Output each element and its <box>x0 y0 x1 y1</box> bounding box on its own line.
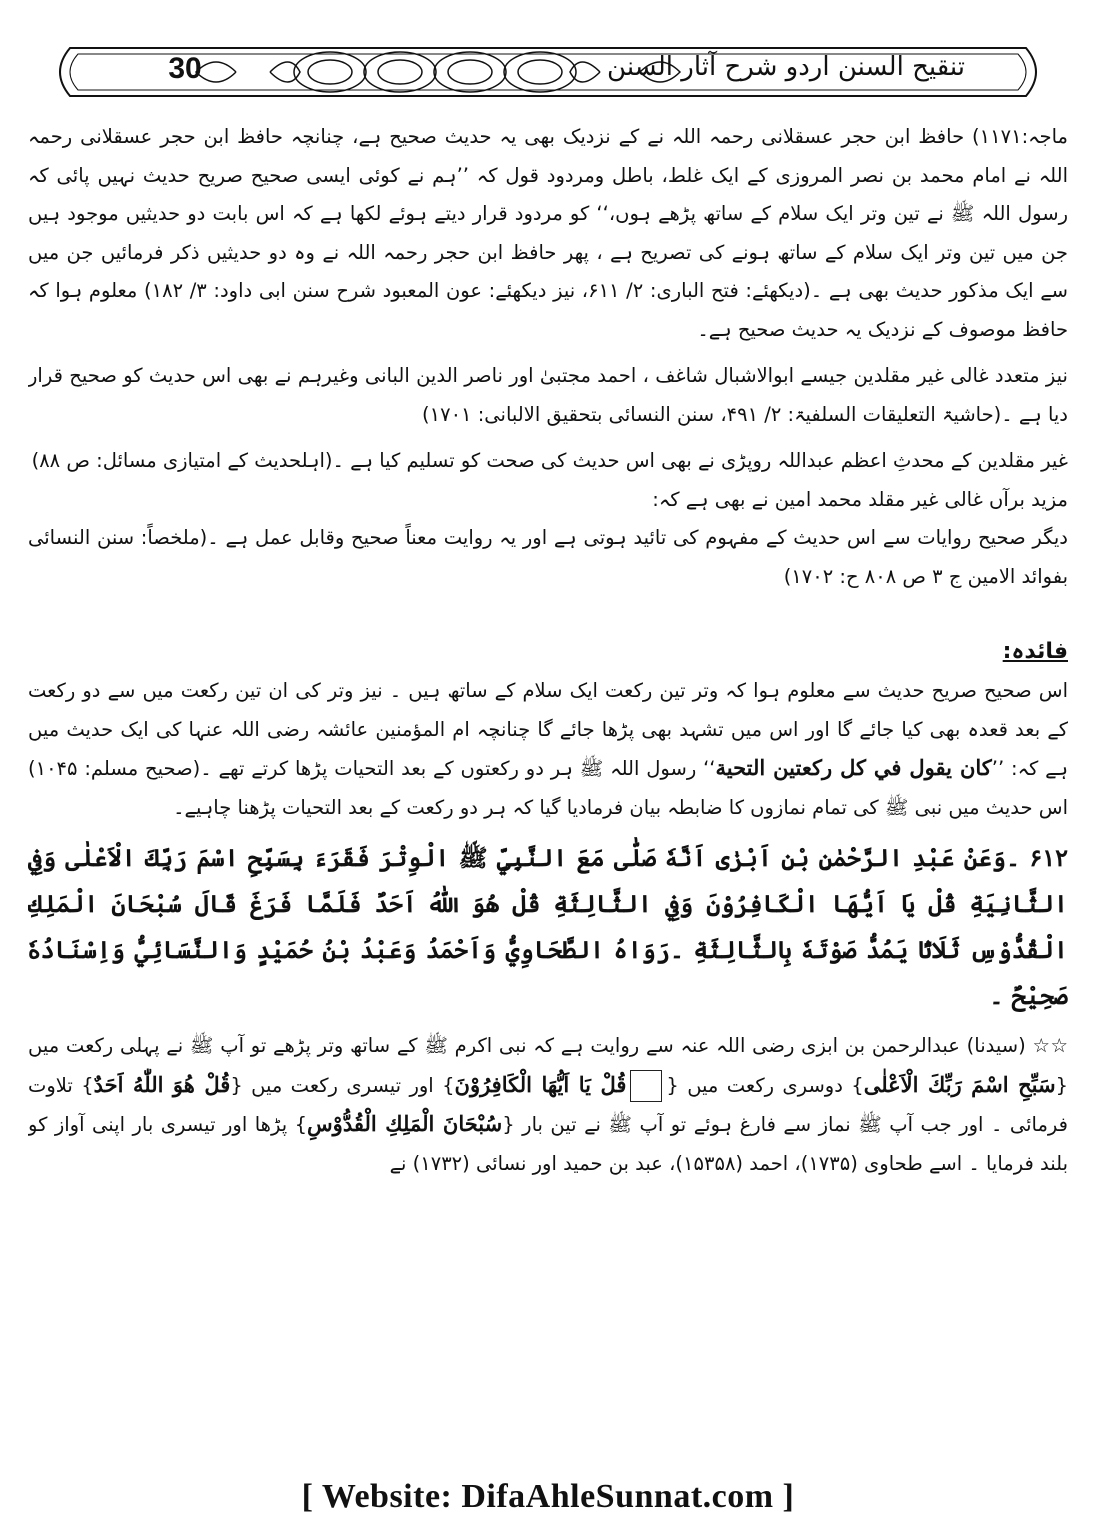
book-title: تنقیح السنن اردو شرح آثار السنن <box>607 52 965 82</box>
paragraph-ibn-hajar: ماجہ:۱۱۷۱) حافظ ابن حجر عسقلانی رحمہ اللہ نے کے نزدیک بھی یہ حدیث صحیح ہے، چنانچہ حافظ ابن حجر عسقلانی رحمہ اللہ نے امام محمد بن نصر المروزی کے ایک غلط، باطل ومردود قول کہ ’’ہم نے کوئی ایسی صحیح صریح حدیث نہیں پائی کہ رسول اللہ ﷺ نے تین وتر ایک سلام کے ساتھ پڑھے ہوں،‘‘ کو مردود قرار دیتے ہوئے لکھا ہے کہ اس بابت دو حدیثیں موجود ہیں جن میں تین وتر ایک سلام کے ساتھ ہونے کی تصریح ہے ، پھر حافظ ابن حجر رحمہ اللہ نے وہ دو حدیثیں ذکر فرمائیں جن میں سے ایک مذکور حدیث بھی ہے ۔(دیکھئے: فتح الباری: ۲/ ۶۱۱، نیز دیکھئے: عون المعبود شرح سنن ابی داود: ۳/ ۱۸۲) معلوم ہوا کہ حافظ موصوف کے نزدیک یہ حدیث صحیح ہے۔ <box>28 125 1068 341</box>
page-content <box>28 118 1068 1470</box>
fawaid-arabic-quote: كان يقول في كل ركعتين التحية <box>715 755 992 780</box>
paragraph-amin-intro: مزید برآں غالی غیر مقلد محمد امین نے بھی ہے کہ: <box>652 487 1068 511</box>
quran-verse-2: قُلْ يَا اَيُّهَا الْكَافِرُوْنَ <box>454 1071 627 1097</box>
fawaid-text-b: ‘‘ رسول اللہ ﷺ ہر دو رکعتوں کے بعد التحیات پڑھا کرتے تھے ۔(صحیح مسلم: ۱۰۴۵) اس حدیث میں نبی ﷺ کی تمام نمازوں کا ضابطہ بیان فرمادیا گیا کہ ہر دو رکعت کے بعد التحیات پڑھنا چاہیے۔ <box>28 757 1068 819</box>
translation-text-e: } پڑھا اور تیسری بار اپنی آواز کو بلند فرمایا ۔ اسے طحاوی (۱۷۳۵)، احمد (۱۵۳۵۸)، عبد بن حمید اور نسائی (۱۷۳۲) نے <box>28 1113 1068 1175</box>
translation-text-d: } تلاوت فرمائی ۔ اور جب آپ ﷺ نماز سے فارغ ہوئے تو آپ ﷺ نے تین بار { <box>28 1073 1068 1136</box>
tasbih-phrase: سُبْحَانَ الْمَلِكِ الْقُدُّوْسِ <box>307 1111 503 1136</box>
paragraph-translation <box>28 1027 1068 1183</box>
page-number: 30 <box>168 52 202 85</box>
fawaid-heading: فائدہ: <box>1002 639 1068 664</box>
translation-text-a: ☆☆ (سیدنا) عبدالرحمن بن ابزی رضی اللہ عنہ سے روایت ہے کہ نبی اکرم ﷺ کے ساتھ وتر پڑھے تو آپ ﷺ نے پہلی رکعت میں { <box>28 1034 1068 1097</box>
empty-box-glyph <box>630 1070 662 1102</box>
website-footer: [ Website: DifaAhleSunnat.com ] <box>301 1478 795 1515</box>
translation-text-c: } اور تیسری رکعت میں { <box>230 1073 455 1097</box>
hadith-612-arabic: ۶۱۲ ۔وَعَنْ عَبْدِ الرَّحْمٰنِ بْنِ اَبْزٰى اَنَّهٗ صَلّٰى مَعَ النَّبِيِّ ﷺ الْوِتْرَ فَقَرَءَ بِسَبِّحِ اسْمَ رَبِّكَ الْاَعْلٰى وَفِي الثَّانِيَةِ قُلْ يَا اَيُّهَا الْكَافِرُوْنَ وَفِي الثَّالِثَةِ قُلْ هُوَ اللّٰهُ اَحَدٌ فَلَمَّا فَرَغَ قَالَ سُبْحَانَ الْمَلِكِ الْقُدُّوْسِ ثَلَاثًا يَمُدُّ صَوْتَهٗ بِالثَّالِثَةِ ۔رَوَاهُ الطَّحَاوِيُّ وَاَحْمَدُ وَعَبْدُ بْنُ حُمَيْدٍ وَالنَّسَائِيُّ وَاِسْنَادُهٗ صَحِيْحٌ ۔ <box>28 843 1068 1010</box>
fawaid-text-a: اس صحیح صریح حدیث سے معلوم ہوا کہ وتر تین رکعت ایک سلام کے ساتھ ہیں ۔ نیز وتر کی ان تین رکعت میں سے دو رکعت کے بعد قعدہ بھی کیا جائے گا اور اس میں تشہد بھی پڑھا جائے گا چنانچہ ام المؤمنین عائشہ رضی اللہ عنہا کی ایک حدیث میں ہے کہ: ’’ <box>28 679 1068 780</box>
quran-verse-3: قُلْ هُوَ اللّٰهُ اَحَدٌ <box>93 1071 231 1097</box>
quran-verse-1: سَبِّحِ اسْمَ رَبِّكَ الْاَعْلٰى <box>863 1071 1056 1097</box>
paragraph-amin-quote: دیگر صحیح روایات سے اس حدیث کے مفہوم کی تائید ہوتی ہے اور یہ روایت معناً صحیح وقابل عمل ہے ۔(ملخصاً: سنن النسائی بفوائد الامین ج ۳ ص ۸۰۸ ح: ۱۷۰۲) <box>28 526 1068 588</box>
translation-text-b: } دوسری رکعت میں { <box>666 1073 864 1097</box>
paragraph-ropari: غیر مقلدین کے محدثِ اعظم عبداللہ روپڑی نے بھی اس حدیث کی صحت کو تسلیم کیا ہے ۔(اہلحدیث کے امتیازی مسائل: ص ۸۸) <box>31 449 1068 472</box>
paragraph-albani: نیز متعدد غالی غیر مقلدین جیسے ابوالاشبال شاغف ، احمد مجتبیٰ اور ناصر الدین البانی وغیرہم نے بھی اس حدیث کو صحیح قرار دیا ہے ۔(حاشیۃ التعلیقات السلفیۃ: ۲/ ۴۹۱، سنن النسائی بتحقیق الالبانی: ۱۷۰۱) <box>28 364 1068 426</box>
page-header <box>40 38 1056 106</box>
paragraph-fawaid <box>28 672 1068 827</box>
